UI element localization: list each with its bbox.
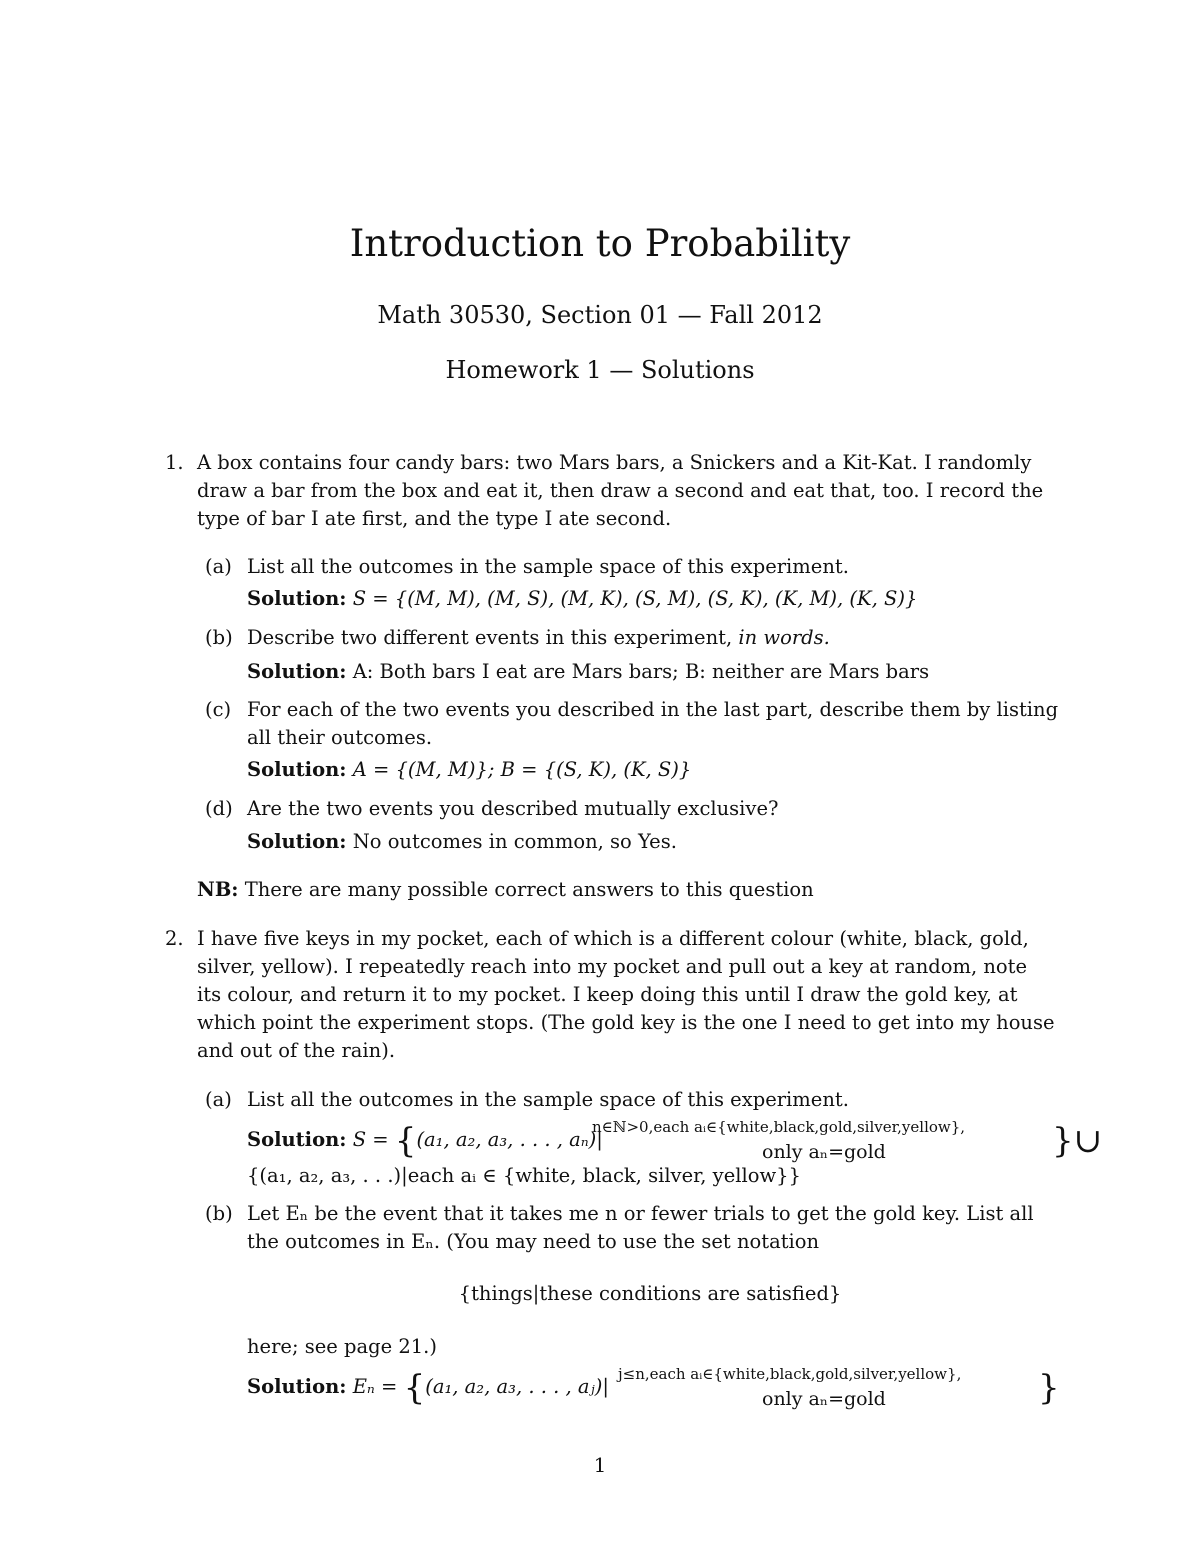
question-1-line-2: draw a bar from the box and eat it, then draw a second and eat that, too. I record the [197,479,1044,502]
course-line: Math 30530, Section 01 — Fall 2012 [377,301,823,329]
q2b-solution-condition-2: only aₙ=gold [762,1388,886,1410]
q2a-solution-close [1052,1121,1103,1161]
q2a-solution-condition-1: n∈ℕ>0,each aᵢ∈{white,black,gold,silver,yellow}, [592,1118,966,1136]
q1a-label: (a) [205,555,232,578]
question-2-line-3: its colour, and return it to my pocket. I keep doing this until I draw the gold key, at [197,983,1018,1006]
page-number: 1 [593,1453,607,1477]
right-brace: } [1038,1368,1060,1408]
nb-text: There are many possible correct answers to this question [244,878,814,901]
q1d-label: (d) [205,797,233,820]
q1c-solution [247,756,691,784]
question-2-line-2: silver, yellow). I repeatedly reach into my pocket and pull out a key at random, note [197,955,1028,978]
q2a-solution-tuple: (a₁, a₂, a₃, . . . , aₙ)| [416,1128,603,1151]
q1c-solution-math: A = {(M, M)}; B = {(S, K), (K, S)} [352,758,692,781]
q2b-solution-tuple: (a₁, a₂, a₃, . . . , aⱼ)| [425,1375,609,1398]
q1b-text-emphasis: in words. [738,626,830,649]
solution-label: Solution: [247,1375,347,1398]
question-1-line-1: A box contains four candy bars: two Mars bars, a Snickers and a Kit-Kat. I randomly [197,451,1032,474]
solution-label: Solution: [247,1128,347,1151]
q2b-solution-condition-1: j≤n,each aᵢ∈{white,black,gold,silver,yellow}, [618,1365,962,1383]
q1-note [197,876,814,904]
q1c-text-2: all their outcomes. [247,726,433,749]
q2b-display-notation: {things|these conditions are satisfied} [458,1282,842,1305]
question-2-number: 2. [165,927,184,950]
q1c-label: (c) [205,698,232,721]
left-brace: { [403,1368,426,1408]
q1d-solution-text: No outcomes in common, so Yes. [352,830,677,853]
nb-label: NB: [197,878,239,901]
q1b-label: (b) [205,626,233,649]
q2b-solution-close [1038,1368,1060,1408]
q2b-solution [247,1368,609,1408]
right-brace: }∪ [1052,1121,1103,1161]
question-1-number: 1. [165,451,184,474]
question-2-line-5: and out of the rain). [197,1039,396,1062]
solution-label: Solution: [247,758,347,781]
left-brace: { [394,1121,417,1161]
q2a-solution [247,1121,603,1161]
document-title: Introduction to Probability [349,222,851,265]
q2a-text: List all the outcomes in the sample space of this experiment. [247,1088,849,1111]
q1a-solution-math: S = {(M, M), (M, S), (M, K), (S, M), (S, K), (K, M), (K, S)} [352,587,918,610]
question-1-line-3: type of bar I ate first, and the type I ate second. [197,507,672,530]
q2a-solution-line-2: {(a₁, a₂, a₃, . . .)|each aᵢ ∈ {white, black, silver, yellow}} [247,1164,801,1187]
q2a-solution-condition-2: only aₙ=gold [762,1141,886,1163]
q1b-solution [247,658,929,686]
q1c-text-1: For each of the two events you described in the last part, describe them by listing [247,698,1059,721]
q2a-label: (a) [205,1088,232,1111]
q1b-text-main: Describe two different events in this experiment, [247,626,733,649]
q1b-solution-text: A: Both bars I eat are Mars bars; B: neither are Mars bars [352,660,930,683]
solution-label: Solution: [247,830,347,853]
q1b-text [247,624,830,652]
solution-label: Solution: [247,587,347,610]
q1a-text: List all the outcomes in the sample space of this experiment. [247,555,849,578]
q2b-label: (b) [205,1202,233,1225]
q2b-text-2: the outcomes in Eₙ. (You may need to use the set notation [247,1230,820,1253]
homework-line: Homework 1 — Solutions [445,356,755,384]
question-2-line-1: I have five keys in my pocket, each of which is a different colour (white, black, gold, [197,927,1029,950]
q2b-solution-lhs: Eₙ = [352,1375,398,1398]
q2b-text-3: here; see page 21.) [247,1335,437,1358]
question-2-line-4: which point the experiment stops. (The gold key is the one I need to get into my house [197,1011,1055,1034]
solution-label: Solution: [247,660,347,683]
q1d-solution [247,828,677,856]
q2a-solution-lhs: S = [352,1128,389,1151]
q1a-solution [247,585,917,613]
q2b-text-1: Let Eₙ be the event that it takes me n or fewer trials to get the gold key. List all [247,1202,1034,1225]
q1d-text: Are the two events you described mutually exclusive? [247,797,779,820]
